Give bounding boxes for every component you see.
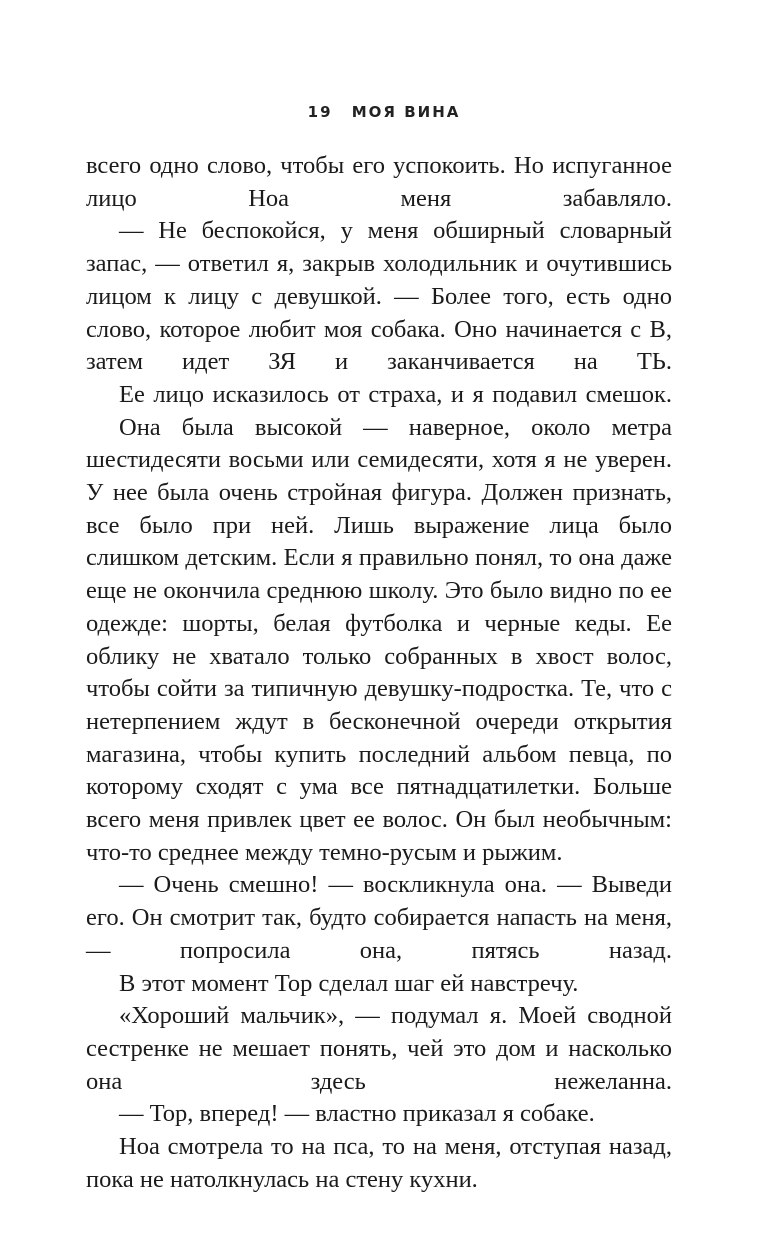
page-number: 19 <box>307 103 333 121</box>
chapter-title: МОЯ ВИНА <box>351 103 461 121</box>
paragraph: — Не беспокойся, у меня обширный словарный запас, — ответил я, закрыв холодильник и очутившись лицом к лицу с девушкой. — Более того, есть одно слово, которое любит моя собака. Оно начинается с В, затем идет ЗЯ и заканчивается на ТЬ. <box>86 217 672 376</box>
paragraph: В этот момент Тор сделал шаг ей навстречу. <box>119 969 579 997</box>
body-text <box>86 150 672 1197</box>
paragraph: Она была высокой — наверное, около метра шестидесяти восьми или семидесяти, хотя я не уверен. У нее была очень стройная фигура. Должен признать, все было при ней. Лишь выражение лица было слишком детским. Если я правильно понял, то она даже еще не окончила среднюю школу. Это было видно по ее одежде: шорты, белая футболка и черные кеды. Ее облику не хватало только собранных в хвост волос, чтобы сойти за типичную девушку-подростка. Те, что с нетерпением ждут в бесконечной очереди открытия магазина, чтобы купить последний альбом певца, по которому сходят с ума все пятнадцатилетки. Больше всего меня привлек цвет ее волос. Он был необычным: что-то среднее между темно-русым и рыжим. <box>86 413 672 866</box>
paragraph: Ее лицо исказилось от страха, и я подавил смешок. <box>119 380 672 408</box>
paragraph: — Тор, вперед! — властно приказал я собаке. <box>119 1100 595 1128</box>
running-head <box>0 103 768 121</box>
paragraph: — Очень смешно! — воскликнула она. — Выведи его. Он смотрит так, будто собирается напасть на меня, — попросила она, пятясь назад. <box>86 871 672 964</box>
paragraph: всего одно слово, чтобы его успокоить. Но испуганное лицо Ноа меня забавляло. <box>86 152 672 212</box>
paragraph: «Хороший мальчик», — подумал я. Моей сводной сестренке не мешает понять, чей это дом и насколько она здесь нежеланна. <box>86 1002 672 1095</box>
paragraph: Ноа смотрела то на пса, то на меня, отступая назад, пока не натолкнулась на стену кухни. <box>86 1133 672 1193</box>
